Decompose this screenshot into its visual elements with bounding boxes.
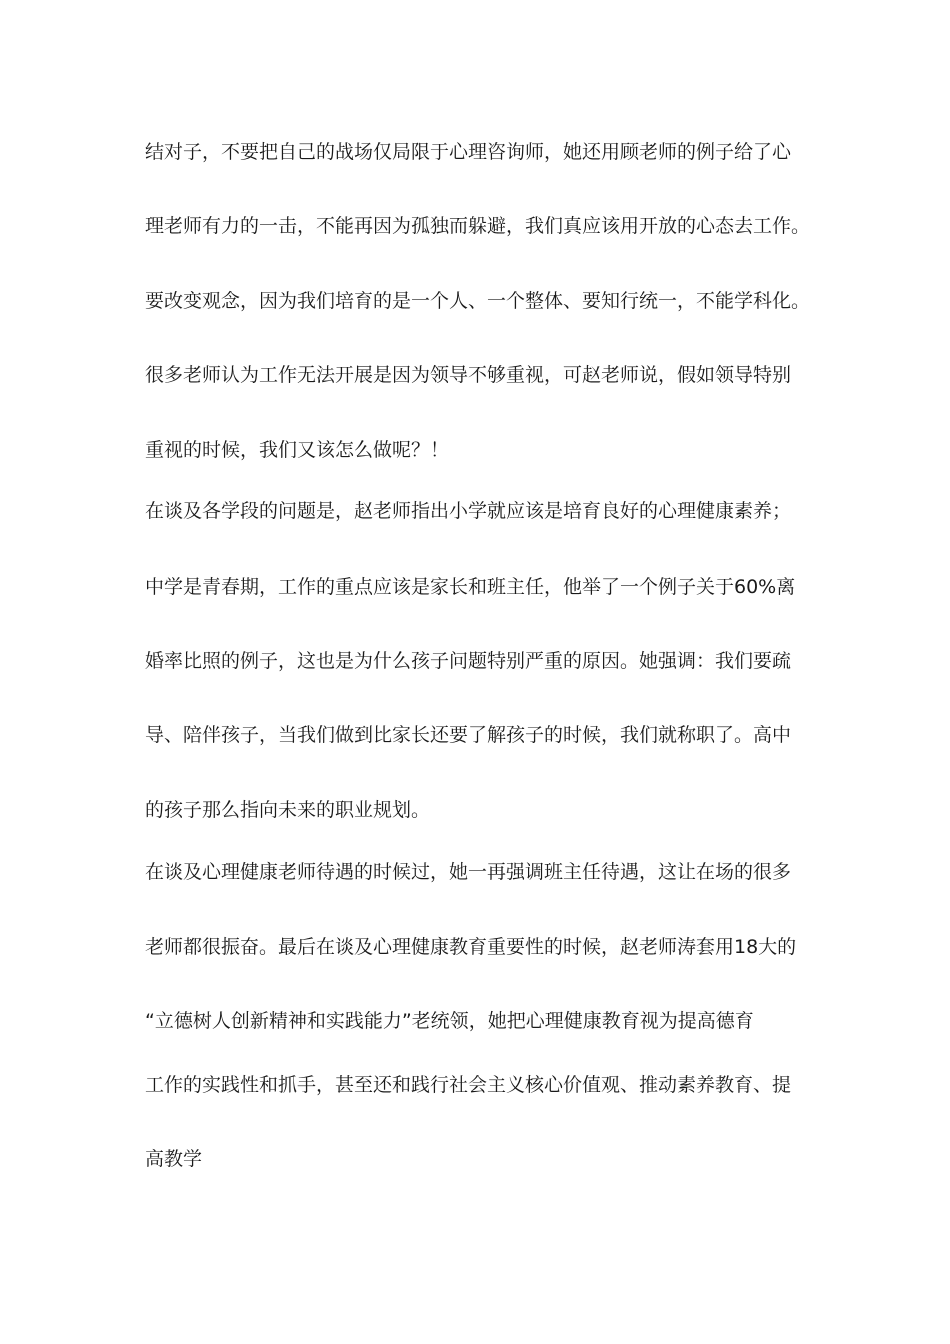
text-line-14: 工作的实践性和抓手，甚至还和践行社会主义核心价值观、推动素养教育、提 <box>145 1074 792 1096</box>
text-line-4: 很多老师认为工作无法开展是因为领导不够重视，可赵老师说，假如领导特别 <box>145 364 792 386</box>
text-line-8: 婚率比照的例子，这也是为什么孩子问题特别严重的原因。她强调：我们要疏 <box>145 650 792 672</box>
text-line-7: 中学是青春期，工作的重点应该是家长和班主任，他举了一个例子关于60%离 <box>145 576 796 598</box>
text-line-11: 在谈及心理健康老师待遇的时候过，她一再强调班主任待遇，这让在场的很多 <box>145 861 792 883</box>
text-line-15: 高教学 <box>145 1148 203 1170</box>
text-line-1: 结对子，不要把自己的战场仅局限于心理咨询师，她还用顾老师的例子给了心 <box>145 141 792 163</box>
text-line-13: “立德树人创新精神和实践能力”老统领，她把心理健康教育视为提高德育 <box>145 1010 754 1032</box>
text-line-9: 导、陪伴孩子，当我们做到比家长还要了解孩子的时候，我们就称职了。高中 <box>145 724 792 746</box>
text-line-6: 在谈及各学段的问题是，赵老师指出小学就应该是培育良好的心理健康素养； <box>145 500 792 522</box>
text-line-12: 老师都很振奋。最后在谈及心理健康教育重要性的时候，赵老师涛套用18大的 <box>145 936 797 958</box>
text-line-3: 要改变观念，因为我们培育的是一个人、一个整体、要知行统一，不能学科化。 <box>145 290 811 312</box>
text-line-2: 理老师有力的一击，不能再因为孤独而躲避，我们真应该用开放的心态去工作。 <box>145 215 811 237</box>
text-line-5: 重视的时候，我们又该怎么做呢？！ <box>145 439 450 461</box>
text-line-10: 的孩子那么指向未来的职业规划。 <box>145 799 431 821</box>
